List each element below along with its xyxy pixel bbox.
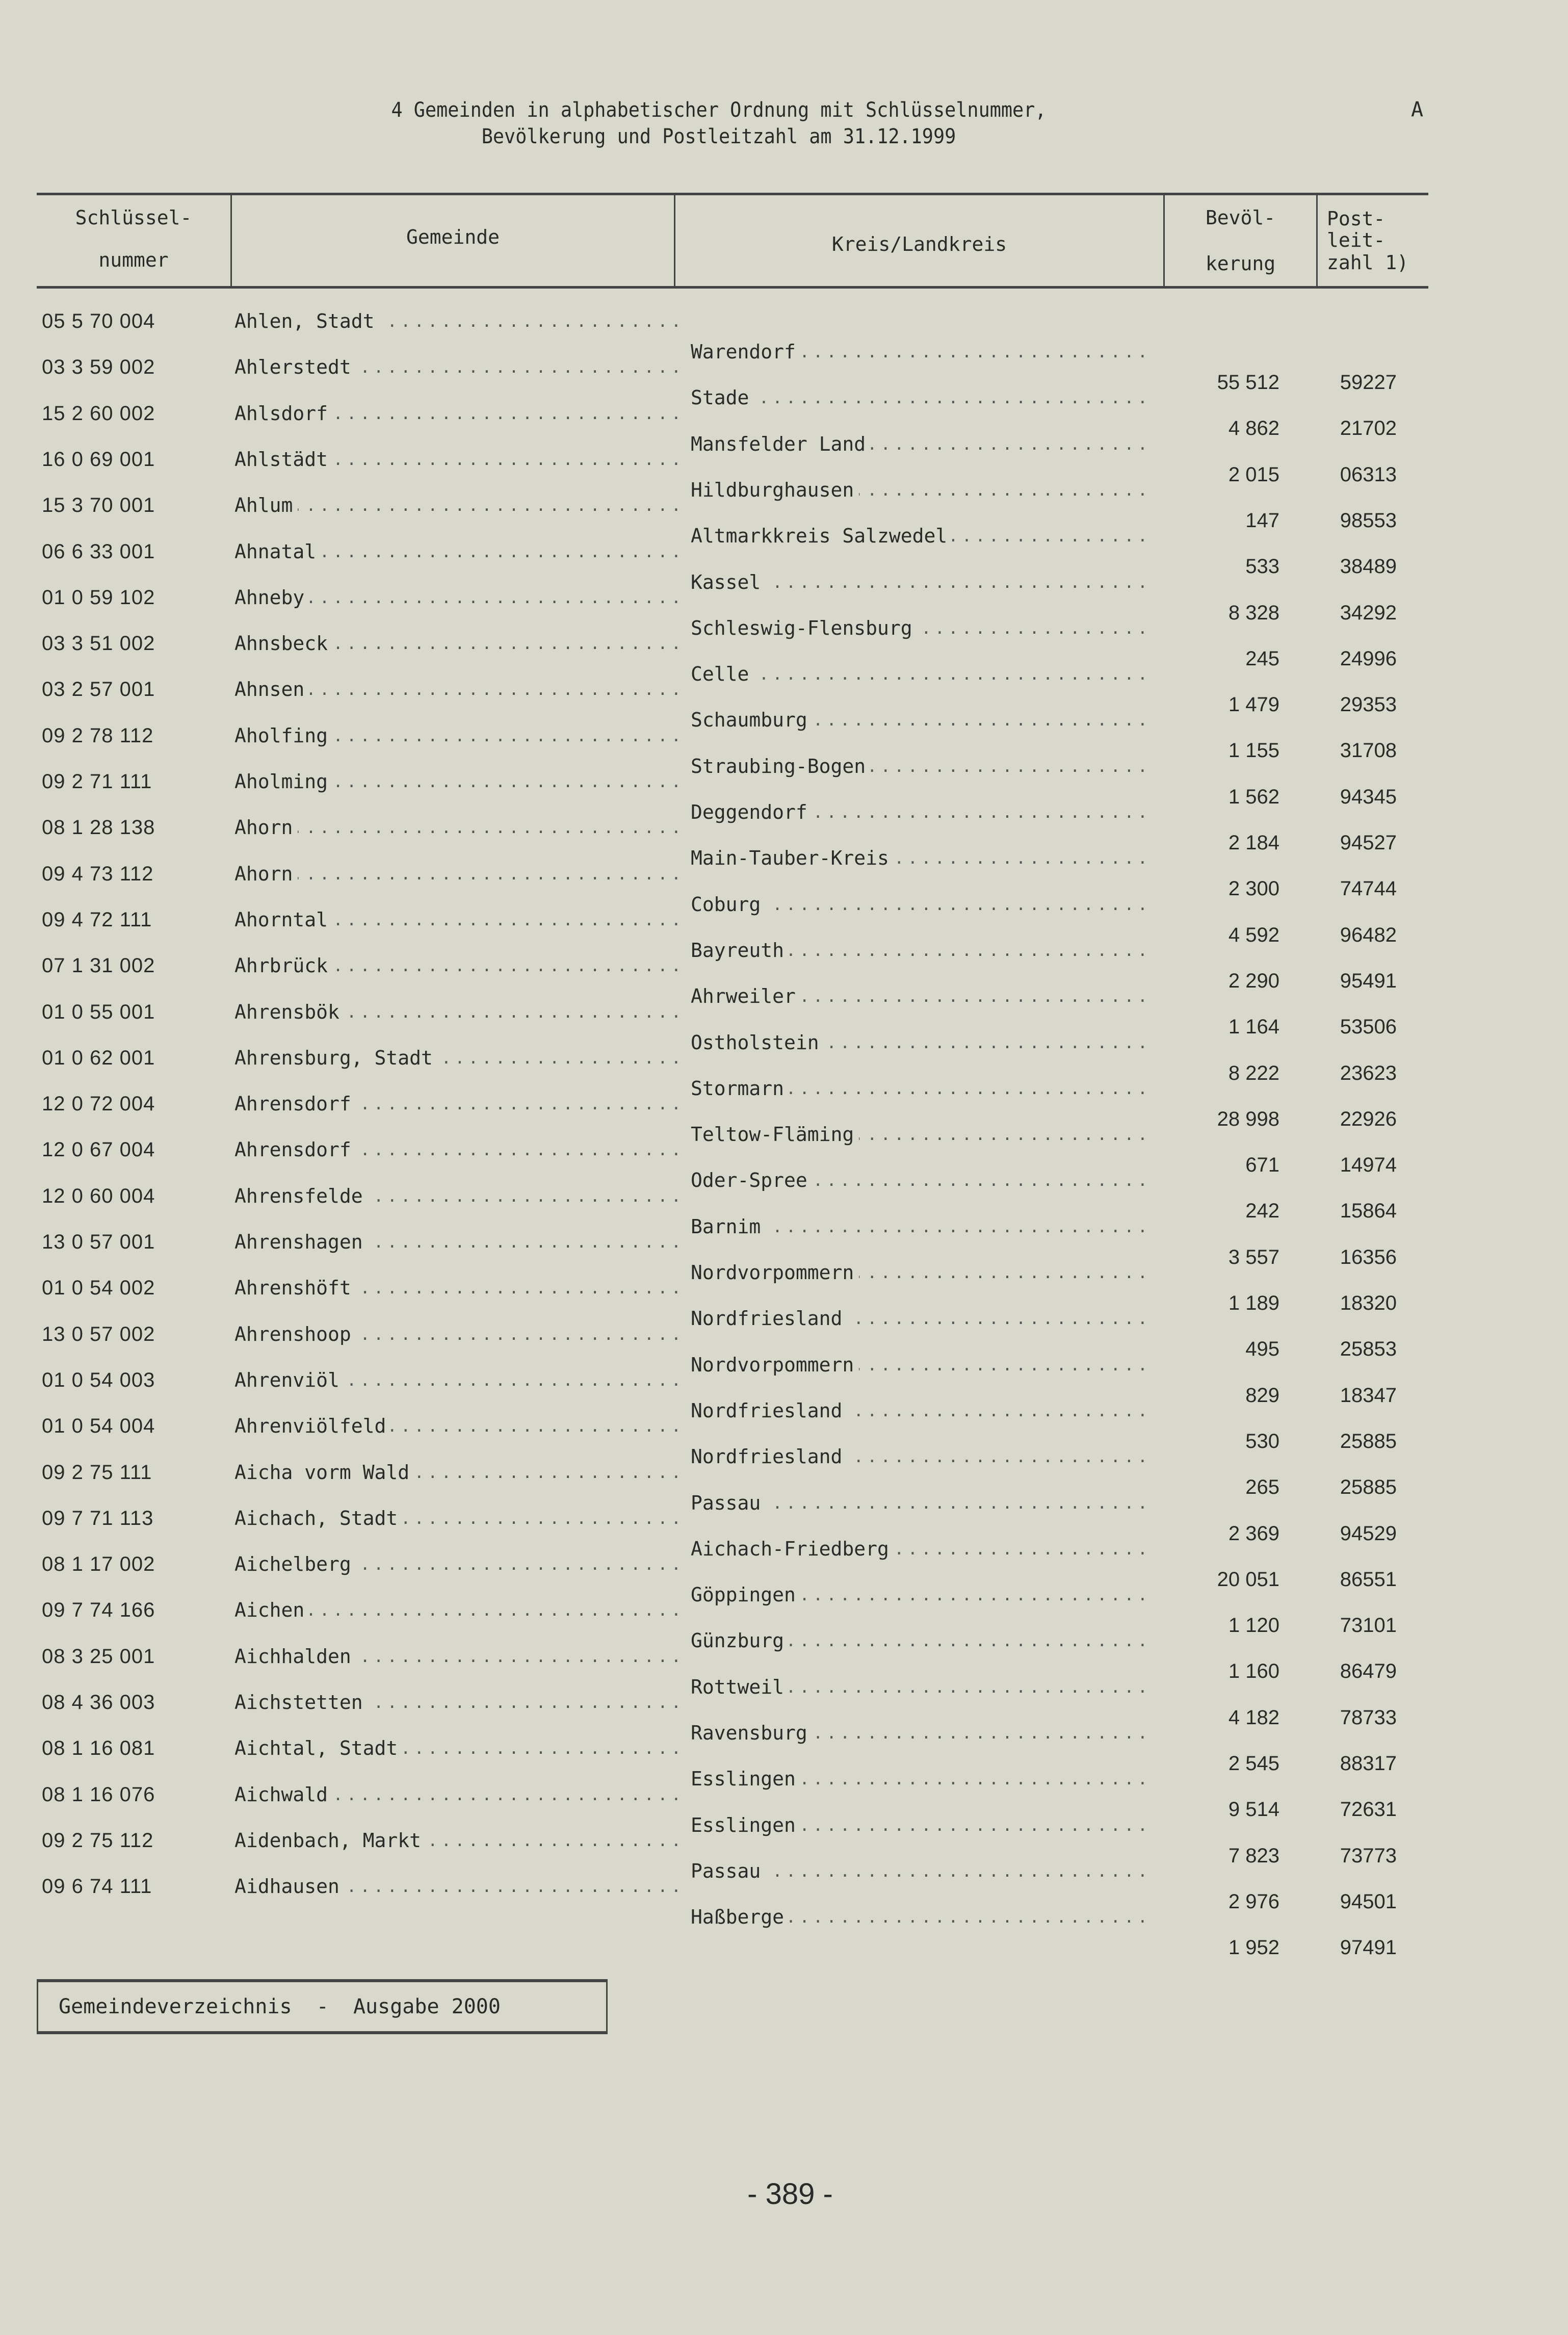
schluesselnummer: 01 0 54 002 — [42, 1277, 155, 1300]
schluesselnummer: 13 0 57 001 — [42, 1231, 155, 1253]
title-line-2: Bevölkerung und Postleitzahl am 31.12.1999 — [481, 125, 956, 148]
postleitzahl: 14974 — [1340, 1154, 1397, 1177]
schluesselnummer: 09 2 75 111 — [42, 1461, 152, 1484]
bevoelkerung: 533 — [1245, 555, 1279, 578]
kreis-name: Aichach-Friedberg — [691, 1538, 894, 1560]
schluesselnummer: 03 3 59 002 — [42, 356, 155, 379]
bevoelkerung: 1 160 — [1228, 1660, 1279, 1683]
gemeinde-cell — [234, 1227, 678, 1257]
schluesselnummer: 01 0 62 001 — [42, 1046, 155, 1069]
schluesselnummer: 09 7 71 113 — [42, 1507, 154, 1529]
bevoelkerung: 4 862 — [1228, 417, 1279, 440]
column-header-key: Schlüssel- nummer — [75, 206, 192, 271]
table-row — [0, 1871, 1568, 1959]
kreis-name: Esslingen — [691, 1768, 801, 1790]
schluesselnummer: 09 2 78 112 — [42, 724, 154, 747]
gemeinde-name: Aidenbach, Markt — [234, 1829, 426, 1852]
gemeinde-cell — [234, 306, 678, 336]
title-line-1: 4 Gemeinden in alphabetischer Ordnung mit Schlüsselnummer, — [391, 98, 1047, 122]
gemeinde-cell — [234, 1503, 678, 1534]
gemeinde-cell — [234, 398, 678, 429]
postleitzahl: 73101 — [1340, 1614, 1397, 1637]
schluesselnummer: 15 2 60 002 — [42, 402, 155, 425]
gemeinde-cell — [234, 1365, 678, 1395]
gemeinde-cell — [234, 1088, 678, 1119]
postleitzahl: 21702 — [1340, 417, 1397, 440]
bevoelkerung: 1 479 — [1228, 693, 1279, 716]
schluesselnummer: 01 0 55 001 — [42, 1000, 155, 1023]
kreis-name: Celle — [691, 663, 754, 685]
gemeinde-name: Ahrenshöft — [234, 1277, 356, 1299]
bevoelkerung: 8 222 — [1228, 1061, 1279, 1084]
bevoelkerung: 2 184 — [1228, 832, 1279, 854]
bevoelkerung: 28 998 — [1217, 1107, 1279, 1130]
gemeinde-cell — [234, 1595, 678, 1625]
postleitzahl: 97491 — [1340, 1936, 1397, 1959]
schluesselnummer: 08 1 16 081 — [42, 1737, 155, 1760]
postleitzahl: 18320 — [1340, 1292, 1397, 1314]
schluesselnummer: 05 5 70 004 — [42, 310, 155, 332]
schluesselnummer: 15 3 70 001 — [42, 494, 155, 517]
gemeinde-cell — [234, 1549, 678, 1579]
kreis-name: Göppingen — [691, 1584, 801, 1606]
gemeinde-name: Aicha vorm Wald — [234, 1461, 414, 1484]
bevoelkerung: 4 592 — [1228, 923, 1279, 946]
gemeinde-cell — [234, 674, 678, 705]
kreis-name: Hildburghausen — [691, 479, 859, 501]
postleitzahl: 94501 — [1340, 1890, 1397, 1913]
kreis-name: Nordfriesland — [691, 1445, 847, 1468]
gemeinde-name: Ahrenviölfeld — [234, 1415, 391, 1437]
bevoelkerung: 495 — [1245, 1338, 1279, 1361]
kreis-name: Straubing-Bogen — [691, 755, 871, 777]
schluesselnummer: 09 2 75 112 — [42, 1829, 154, 1852]
gemeinde-cell — [234, 812, 678, 843]
gemeinde-cell — [234, 997, 678, 1027]
postleitzahl: 25853 — [1340, 1338, 1397, 1361]
kreis-name: Warendorf — [691, 341, 801, 363]
gemeinde-name: Ahneby — [234, 586, 309, 609]
bevoelkerung: 2 369 — [1228, 1522, 1279, 1545]
bevoelkerung: 1 155 — [1228, 739, 1279, 762]
schluesselnummer: 09 6 74 111 — [42, 1875, 152, 1898]
gemeinde-name: Ahlstädt — [234, 448, 333, 471]
kreis-name: Schleswig-Flensburg — [691, 617, 918, 639]
schluesselnummer: 12 0 60 004 — [42, 1184, 155, 1207]
bevoelkerung: 7 823 — [1228, 1844, 1279, 1867]
page-number: - 389 - — [747, 2177, 833, 2211]
postleitzahl: 15864 — [1340, 1200, 1397, 1223]
schluesselnummer: 13 0 57 002 — [42, 1322, 155, 1345]
schluesselnummer: 08 3 25 001 — [42, 1645, 155, 1668]
kreis-name: Nordfriesland — [691, 1399, 847, 1422]
kreis-name: Haßberge — [691, 1906, 789, 1928]
kreis-name: Passau — [691, 1492, 766, 1514]
gemeinde-name: Ahorn — [234, 816, 298, 839]
section-marker: A — [1411, 98, 1424, 121]
postleitzahl: 53506 — [1340, 1016, 1397, 1039]
postleitzahl: 96482 — [1340, 923, 1397, 946]
gemeinde-name: Aholfing — [234, 724, 333, 747]
postleitzahl: 98553 — [1340, 509, 1397, 532]
bevoelkerung: 265 — [1245, 1476, 1279, 1499]
postleitzahl: 86551 — [1340, 1568, 1397, 1591]
kreis-name: Kassel — [691, 571, 766, 593]
postleitzahl: 34292 — [1340, 601, 1397, 624]
bevoelkerung: 147 — [1245, 509, 1279, 532]
gemeinde-cell — [234, 904, 678, 935]
schluesselnummer: 08 1 16 076 — [42, 1783, 155, 1806]
gemeinde-cell — [234, 859, 678, 889]
gemeinde-cell — [234, 1687, 678, 1718]
schluesselnummer: 06 6 33 001 — [42, 540, 155, 563]
schluesselnummer: 03 3 51 002 — [42, 632, 155, 655]
gemeinde-cell — [234, 1641, 678, 1672]
gemeinde-name: Ahrbrück — [234, 954, 333, 977]
gemeinde-name: Ahrenshoop — [234, 1323, 356, 1345]
postleitzahl: 18347 — [1340, 1384, 1397, 1407]
postleitzahl: 25885 — [1340, 1430, 1397, 1452]
bevoelkerung: 245 — [1245, 647, 1279, 670]
kreis-name: Ahrweiler — [691, 985, 801, 1007]
schluesselnummer: 12 0 72 004 — [42, 1093, 155, 1115]
postleitzahl: 06313 — [1340, 463, 1397, 486]
schluesselnummer: 08 1 17 002 — [42, 1553, 155, 1576]
bevoelkerung: 1 120 — [1228, 1614, 1279, 1637]
bevoelkerung: 2 015 — [1228, 463, 1279, 486]
postleitzahl: 59227 — [1340, 371, 1397, 394]
schluesselnummer: 07 1 31 002 — [42, 954, 155, 977]
schluesselnummer: 09 4 73 112 — [42, 862, 154, 885]
postleitzahl: 73773 — [1340, 1844, 1397, 1867]
gemeinde-cell — [234, 766, 678, 797]
schluesselnummer: 01 0 54 004 — [42, 1415, 155, 1438]
gemeinde-name: Ahrensbök — [234, 1001, 345, 1023]
gemeinde-cell — [234, 1457, 678, 1488]
gemeinde-cell — [234, 1871, 678, 1902]
gemeinde-name: Aichen — [234, 1599, 309, 1621]
kreis-name: Nordvorpommern — [691, 1354, 859, 1376]
gemeinde-name: Aichwald — [234, 1783, 333, 1806]
kreis-name: Passau — [691, 1860, 766, 1882]
postleitzahl: 86479 — [1340, 1660, 1397, 1683]
gemeinde-cell — [234, 628, 678, 659]
bevoelkerung: 1 562 — [1228, 785, 1279, 808]
page-title — [320, 97, 1117, 150]
kreis-name: Bayreuth — [691, 939, 789, 962]
gemeinde-name: Ahlen, Stadt — [234, 310, 380, 332]
postleitzahl: 29353 — [1340, 693, 1397, 716]
postleitzahl: 31708 — [1340, 739, 1397, 762]
kreis-name: Mansfelder Land — [691, 433, 871, 455]
bevoelkerung: 2 290 — [1228, 969, 1279, 992]
bevoelkerung: 9 514 — [1228, 1798, 1279, 1821]
column-header-kreis: Kreis/Landkreis — [674, 195, 1163, 286]
gemeinde-cell — [234, 1779, 678, 1810]
gemeinde-cell — [234, 444, 678, 475]
gemeinde-name: Ahrensburg, Stadt — [234, 1047, 438, 1069]
kreis-name: Nordvorpommern — [691, 1261, 859, 1284]
postleitzahl: 94529 — [1340, 1522, 1397, 1545]
schluesselnummer: 08 1 28 138 — [42, 816, 155, 839]
schluesselnummer: 03 2 57 001 — [42, 678, 155, 701]
bevoelkerung: 55 512 — [1217, 371, 1279, 394]
kreis-name: Altmarkkreis Salzwedel — [691, 525, 952, 547]
postleitzahl: 16356 — [1340, 1246, 1397, 1268]
postleitzahl: 22926 — [1340, 1107, 1397, 1130]
gemeinde-name: Ahnsen — [234, 678, 309, 700]
kreis-name: Oder-Spree — [691, 1169, 813, 1191]
kreis-name: Esslingen — [691, 1814, 801, 1836]
table-header — [37, 193, 1428, 289]
postleitzahl: 94345 — [1340, 785, 1397, 808]
kreis-name: Stade — [691, 386, 754, 409]
postleitzahl: 38489 — [1340, 555, 1397, 578]
gemeinde-name: Ahnsbeck — [234, 632, 333, 655]
publication-label: Gemeindeverzeichnis - Ausgabe 2000 — [59, 1995, 501, 2018]
gemeinde-name: Aichhalden — [234, 1645, 356, 1668]
gemeinde-cell — [234, 1411, 678, 1441]
gemeinde-cell — [234, 1733, 678, 1763]
gemeinde-cell — [234, 490, 678, 521]
schluesselnummer: 08 4 36 003 — [42, 1691, 155, 1714]
kreis-name: Barnim — [691, 1215, 766, 1238]
gemeinde-cell — [234, 1319, 678, 1350]
gemeinde-name: Ahrensdorf — [234, 1138, 356, 1161]
bevoelkerung: 2 545 — [1228, 1752, 1279, 1775]
schluesselnummer: 09 4 72 111 — [42, 908, 152, 931]
schluesselnummer: 16 0 69 001 — [42, 448, 155, 471]
kreis-name: Deggendorf — [691, 801, 813, 823]
gemeinde-name: Ahnatal — [234, 540, 321, 563]
bevoelkerung: 2 300 — [1228, 877, 1279, 900]
schluesselnummer: 09 2 71 111 — [42, 770, 152, 793]
gemeinde-cell — [234, 1273, 678, 1303]
gemeinde-name: Ahrensdorf — [234, 1093, 356, 1115]
postleitzahl: 88317 — [1340, 1752, 1397, 1775]
bevoelkerung: 4 182 — [1228, 1706, 1279, 1729]
postleitzahl: 24996 — [1340, 647, 1397, 670]
kreis-name: Main-Tauber-Kreis — [691, 847, 894, 869]
schluesselnummer: 09 7 74 166 — [42, 1599, 155, 1622]
kreis-name: Nordfriesland — [691, 1307, 847, 1330]
column-header-bevoelkerung: Bevöl- kerung — [1163, 195, 1316, 286]
postleitzahl: 95491 — [1340, 969, 1397, 992]
kreis-name: Rottweil — [691, 1676, 789, 1698]
kreis-name: Günzburg — [691, 1629, 789, 1652]
bevoelkerung: 1 164 — [1228, 1016, 1279, 1039]
postleitzahl: 25885 — [1340, 1476, 1397, 1499]
column-header-postleitzahl: Post- leit- zahl 1) — [1316, 195, 1428, 286]
postleitzahl: 94527 — [1340, 832, 1397, 854]
kreis-name: Ostholstein — [691, 1031, 824, 1054]
kreis-name: Schaumburg — [691, 709, 813, 731]
kreis-name: Ravensburg — [691, 1722, 813, 1744]
schluesselnummer: 01 0 54 003 — [42, 1368, 155, 1391]
gemeinde-cell — [234, 720, 678, 751]
bevoelkerung: 3 557 — [1228, 1246, 1279, 1268]
gemeinde-name: Aidhausen — [234, 1875, 345, 1898]
column-header-gemeinde: Gemeinde — [230, 195, 674, 286]
bevoelkerung: 1 952 — [1228, 1936, 1279, 1959]
gemeinde-cell — [234, 1825, 678, 1856]
gemeinde-cell — [234, 582, 678, 613]
schluesselnummer: 12 0 67 004 — [42, 1138, 155, 1161]
gemeinde-name: Ahorn — [234, 863, 298, 885]
publication-box — [37, 1979, 608, 2034]
postleitzahl: 23623 — [1340, 1061, 1397, 1084]
postleitzahl: 74744 — [1340, 877, 1397, 900]
gemeinde-cell — [234, 352, 678, 382]
gemeinde-name: Aichach, Stadt — [234, 1507, 403, 1529]
postleitzahl: 72631 — [1340, 1798, 1397, 1821]
kreis-name: Coburg — [691, 893, 766, 916]
gemeinde-name: Ahlerstedt — [234, 356, 356, 378]
gemeinde-name: Aholming — [234, 770, 333, 793]
gemeinde-name: Ahrensfelde — [234, 1185, 368, 1207]
gemeinde-name: Aichelberg — [234, 1553, 356, 1575]
gemeinde-cell — [234, 1134, 678, 1165]
bevoelkerung: 530 — [1245, 1430, 1279, 1452]
postleitzahl: 78733 — [1340, 1706, 1397, 1729]
gemeinde-name: Ahlum — [234, 494, 298, 516]
gemeinde-name: Ahrenshagen — [234, 1231, 368, 1253]
kreis-name: Teltow-Fläming — [691, 1123, 859, 1146]
kreis-cell — [691, 1902, 1144, 1932]
bevoelkerung: 8 328 — [1228, 601, 1279, 624]
schluesselnummer: 01 0 59 102 — [42, 586, 155, 609]
gemeinde-name: Ahlsdorf — [234, 402, 333, 425]
gemeinde-cell — [234, 536, 678, 567]
gemeinde-cell — [234, 1181, 678, 1211]
gemeinde-name: Ahorntal — [234, 909, 333, 931]
bevoelkerung: 242 — [1245, 1200, 1279, 1223]
bevoelkerung: 20 051 — [1217, 1568, 1279, 1591]
bevoelkerung: 671 — [1245, 1154, 1279, 1177]
gemeinde-name: Aichtal, Stadt — [234, 1737, 403, 1759]
gemeinde-cell — [234, 1043, 678, 1073]
bevoelkerung: 829 — [1245, 1384, 1279, 1407]
bevoelkerung: 2 976 — [1228, 1890, 1279, 1913]
gemeinde-name: Aichstetten — [234, 1691, 368, 1714]
kreis-name: Stormarn — [691, 1077, 789, 1100]
gemeinde-cell — [234, 950, 678, 981]
gemeinde-name: Ahrenviöl — [234, 1369, 345, 1391]
bevoelkerung: 1 189 — [1228, 1292, 1279, 1314]
